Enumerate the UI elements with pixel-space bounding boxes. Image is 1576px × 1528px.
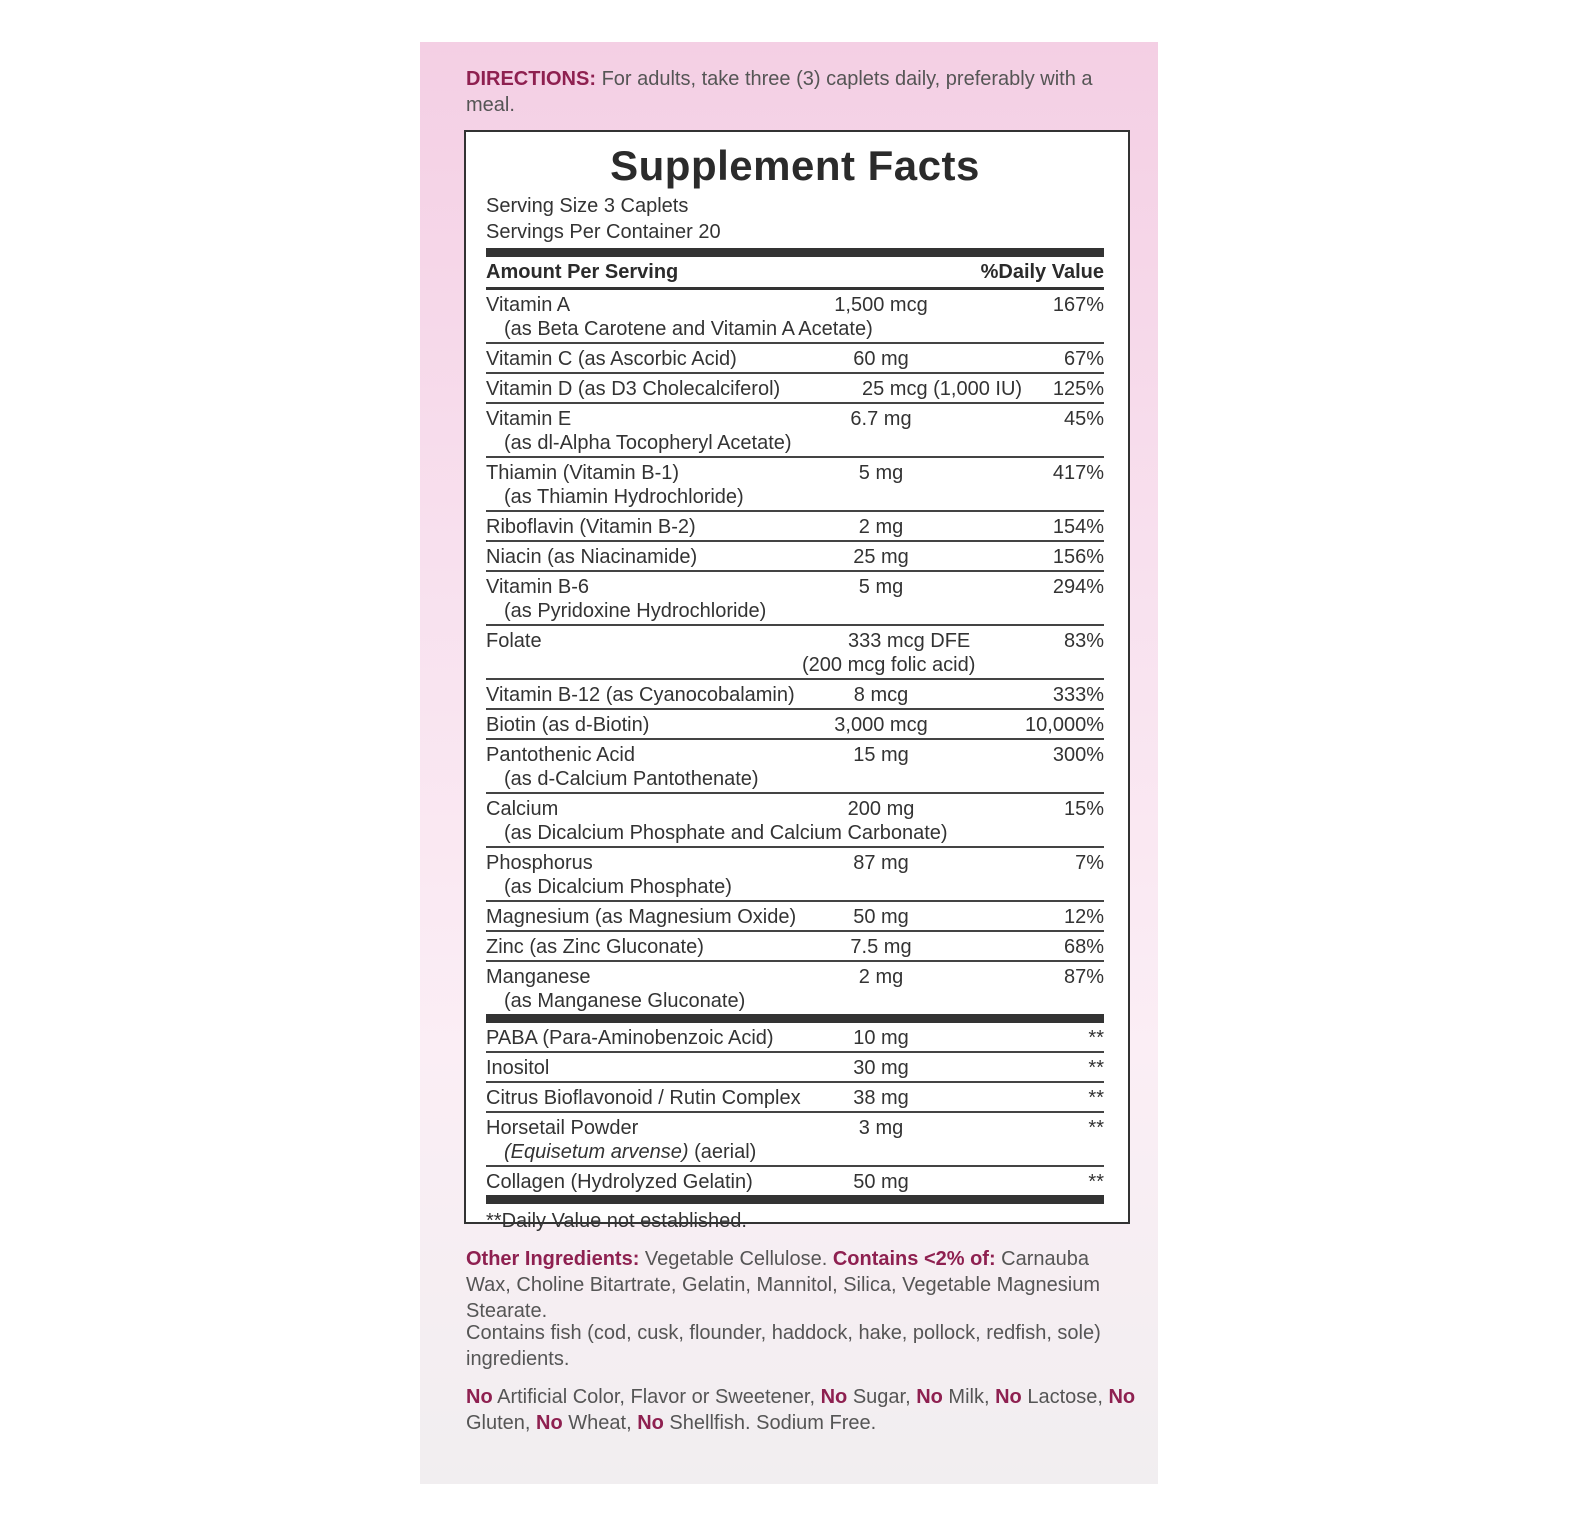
facts-title: Supplement Facts [610, 142, 980, 189]
nutrient-amount: 1,500 mcg [834, 294, 928, 316]
nutrient-source: (as Dicalcium Phosphate and Calcium Carbonate) [504, 822, 948, 844]
thick-rule [486, 1195, 1104, 1204]
nutrient-dv: 417% [1052, 462, 1104, 484]
nutrient-name: Pantothenic Acid [486, 744, 635, 766]
facts-header [486, 257, 1104, 290]
amount-per-serving-label: Amount Per Serving [486, 261, 679, 283]
nutrient-row [486, 740, 1104, 794]
nutrient-dv: 87% [1063, 966, 1104, 988]
free-from-item: Wheat, [562, 1412, 638, 1434]
nutrient-source: (as Dicalcium Phosphate) [504, 876, 732, 898]
ingredient-source [504, 1140, 756, 1164]
free-from-item: Lactose, [1021, 1386, 1109, 1408]
nutrient-name: Thiamin (Vitamin B-1) [486, 462, 680, 484]
nutrient-name: Vitamin B-12 (as Cyanocobalamin) [486, 684, 795, 706]
nutrient-amount: 8 mcg [853, 684, 909, 706]
nutrient-name: Vitamin B-6 [486, 576, 590, 598]
nutrient-dv: 68% [1063, 936, 1104, 958]
nutrient-source: (as dl-Alpha Tocopheryl Acetate) [504, 432, 792, 454]
nutrient-row [486, 680, 1104, 710]
nutrient-row [486, 932, 1104, 962]
ingredient-amount: 50 mg [853, 1171, 909, 1193]
ingredient-row [486, 1167, 1104, 1195]
nutrient-row [486, 404, 1104, 458]
nutrient-name: Zinc (as Zinc Gluconate) [486, 936, 704, 958]
nutrient-amount: 60 mg [853, 348, 909, 370]
ingredient-row [486, 1053, 1104, 1083]
nutrient-dv: 167% [1052, 294, 1104, 316]
no-label: No [536, 1412, 563, 1434]
nutrient-amount: 25 mcg (1,000 IU) [862, 378, 1023, 400]
servings-per-container: Servings Per Container 20 [486, 221, 721, 243]
nutrient-amount: 5 mg [858, 576, 904, 598]
nutrient-source: (as Pyridoxine Hydrochloride) [504, 600, 767, 622]
nutrient-amount: 50 mg [853, 906, 909, 928]
no-label: No [916, 1386, 943, 1408]
nutrient-dv: 12% [1063, 906, 1104, 928]
nutrient-name: Magnesium (as Magnesium Oxide) [486, 906, 797, 928]
nutrient-row [486, 374, 1104, 404]
supplement-facts-panel [464, 130, 1130, 1232]
nutrient-name: Manganese [486, 966, 591, 988]
daily-value-label: %Daily Value [980, 261, 1104, 283]
nutrient-dv: 294% [1052, 576, 1104, 598]
nutrient-dv: 333% [1052, 684, 1104, 706]
ingredient-row [486, 1113, 1104, 1167]
nutrient-dv: 300% [1052, 744, 1104, 766]
nutrient-row [486, 626, 1104, 680]
nutrient-name: Vitamin E [486, 408, 572, 430]
nutrient-dv: 154% [1052, 516, 1104, 538]
nutrient-dv: 67% [1063, 348, 1104, 370]
nutrient-row [486, 710, 1104, 740]
nutrient-dv: 10,000% [1025, 714, 1104, 736]
nutrient-row [486, 458, 1104, 512]
ingredient-amount: 30 mg [853, 1057, 909, 1079]
nutrient-name: Phosphorus [486, 852, 593, 874]
ingredient-dv: ** [1088, 1057, 1104, 1079]
nutrient-source: (as Beta Carotene and Vitamin A Acetate) [504, 318, 873, 340]
thick-rule [486, 1014, 1104, 1023]
free-from-item: Milk, [942, 1386, 996, 1408]
nutrient-row [486, 794, 1104, 848]
free-from-item: Gluten, [466, 1412, 537, 1434]
ingredient-dv: ** [1088, 1171, 1104, 1193]
directions-text: For adults, take three (3) caplets daily, preferably with a meal. [466, 68, 1093, 116]
ingredient-amount: 10 mg [853, 1027, 909, 1049]
other-ingredients-text: Vegetable Cellulose. [639, 1248, 833, 1270]
free-from-item: Shellfish. Sodium Free. [663, 1412, 877, 1434]
no-label: No [820, 1386, 848, 1408]
ingredient-amount: 38 mg [853, 1087, 909, 1109]
nutrient-dv: 7% [1075, 852, 1104, 874]
ingredient-amount: 3 mg [858, 1117, 904, 1139]
ingredient-row [486, 1023, 1104, 1053]
nutrient-amount-note: (200 mcg folic acid) [802, 654, 976, 676]
free-from-item: Artificial Color, Flavor or Sweetener, [492, 1386, 821, 1408]
nutrient-amount: 87 mg [853, 852, 909, 874]
nutrient-amount: 333 mcg DFE [848, 630, 971, 652]
nutrient-amount: 15 mg [853, 744, 909, 766]
nutrient-dv: 15% [1063, 798, 1104, 820]
plant-part: (aerial) [688, 1141, 757, 1163]
nutrient-row [486, 902, 1104, 932]
thick-rule [486, 248, 1104, 257]
nutrient-amount: 5 mg [858, 462, 904, 484]
latin-name: (Equisetum arvense) [504, 1141, 689, 1163]
no-label: No [995, 1386, 1022, 1408]
nutrient-row [486, 290, 1104, 344]
ingredient-dv: ** [1088, 1087, 1104, 1109]
nutrient-amount: 200 mg [847, 798, 915, 820]
nutrient-name: Biotin (as d-Biotin) [486, 714, 650, 736]
nutrient-name: Folate [486, 630, 542, 652]
nutrient-source: (as Manganese Gluconate) [504, 990, 746, 1012]
ingredient-name: Inositol [486, 1057, 550, 1079]
nutrient-row [486, 542, 1104, 572]
nutrient-amount: 2 mg [858, 966, 904, 988]
nutrient-name: Niacin (as Niacinamide) [486, 546, 698, 568]
no-label: No [637, 1412, 664, 1434]
serving-size: Serving Size 3 Caplets [486, 195, 689, 217]
nutrient-amount: 6.7 mg [850, 408, 912, 430]
nutrient-name: Vitamin C (as Ascorbic Acid) [486, 348, 737, 370]
nutrient-dv: 45% [1063, 408, 1104, 430]
nutrient-row [486, 512, 1104, 542]
nutrient-row [486, 344, 1104, 374]
no-label: No [1108, 1386, 1136, 1408]
ingredient-name: Citrus Bioflavonoid / Rutin Complex [486, 1087, 801, 1109]
nutrient-name: Vitamin A [486, 294, 571, 316]
nutrient-name: Calcium [486, 798, 559, 820]
ingredient-name: Collagen (Hydrolyzed Gelatin) [486, 1171, 753, 1193]
directions [466, 66, 1138, 118]
daily-value-footnote: **Daily Value not established. [486, 1210, 747, 1232]
nutrient-amount: 2 mg [858, 516, 904, 538]
other-ingredients [466, 1246, 1138, 1324]
nutrient-source: (as d-Calcium Pantothenate) [504, 768, 759, 790]
contains-text: Carnauba Wax, Choline Bitartrate, Gelatin, Mannitol, Silica, Vegetable Magnesium Stearate. [466, 1248, 1101, 1322]
nutrient-dv: 156% [1052, 546, 1104, 568]
other-ingredients-label: Other Ingredients: [466, 1248, 640, 1270]
nutrient-amount: 3,000 mcg [834, 714, 928, 736]
free-from-item: Sugar, [847, 1386, 917, 1408]
nutrient-row [486, 848, 1104, 902]
nutrient-row [486, 962, 1104, 1014]
ingredient-row [486, 1083, 1104, 1113]
nutrient-amount: 7.5 mg [850, 936, 912, 958]
nutrient-source: (as Thiamin Hydrochloride) [504, 486, 744, 508]
allergen-statement: Contains fish (cod, cusk, flounder, haddock, hake, pollock, redfish, sole) ingredients. [466, 1322, 1101, 1370]
nutrient-dv: 125% [1052, 378, 1104, 400]
nutrient-row [486, 572, 1104, 626]
nutrient-amount: 25 mg [853, 546, 909, 568]
directions-label: DIRECTIONS: [466, 68, 596, 90]
nutrient-name: Riboflavin (Vitamin B-2) [486, 516, 696, 538]
ingredient-name: PABA (Para-Aminobenzoic Acid) [486, 1027, 774, 1049]
ingredient-dv: ** [1088, 1027, 1104, 1049]
contains-label: Contains <2% of: [832, 1248, 996, 1270]
no-label: No [466, 1386, 493, 1408]
nutrient-dv: 83% [1063, 630, 1104, 652]
free-from-statement [466, 1384, 1138, 1436]
nutrient-name: Vitamin D (as D3 Cholecalciferol) [486, 378, 781, 400]
ingredient-name: Horsetail Powder [486, 1117, 639, 1139]
ingredient-dv: ** [1088, 1117, 1104, 1139]
